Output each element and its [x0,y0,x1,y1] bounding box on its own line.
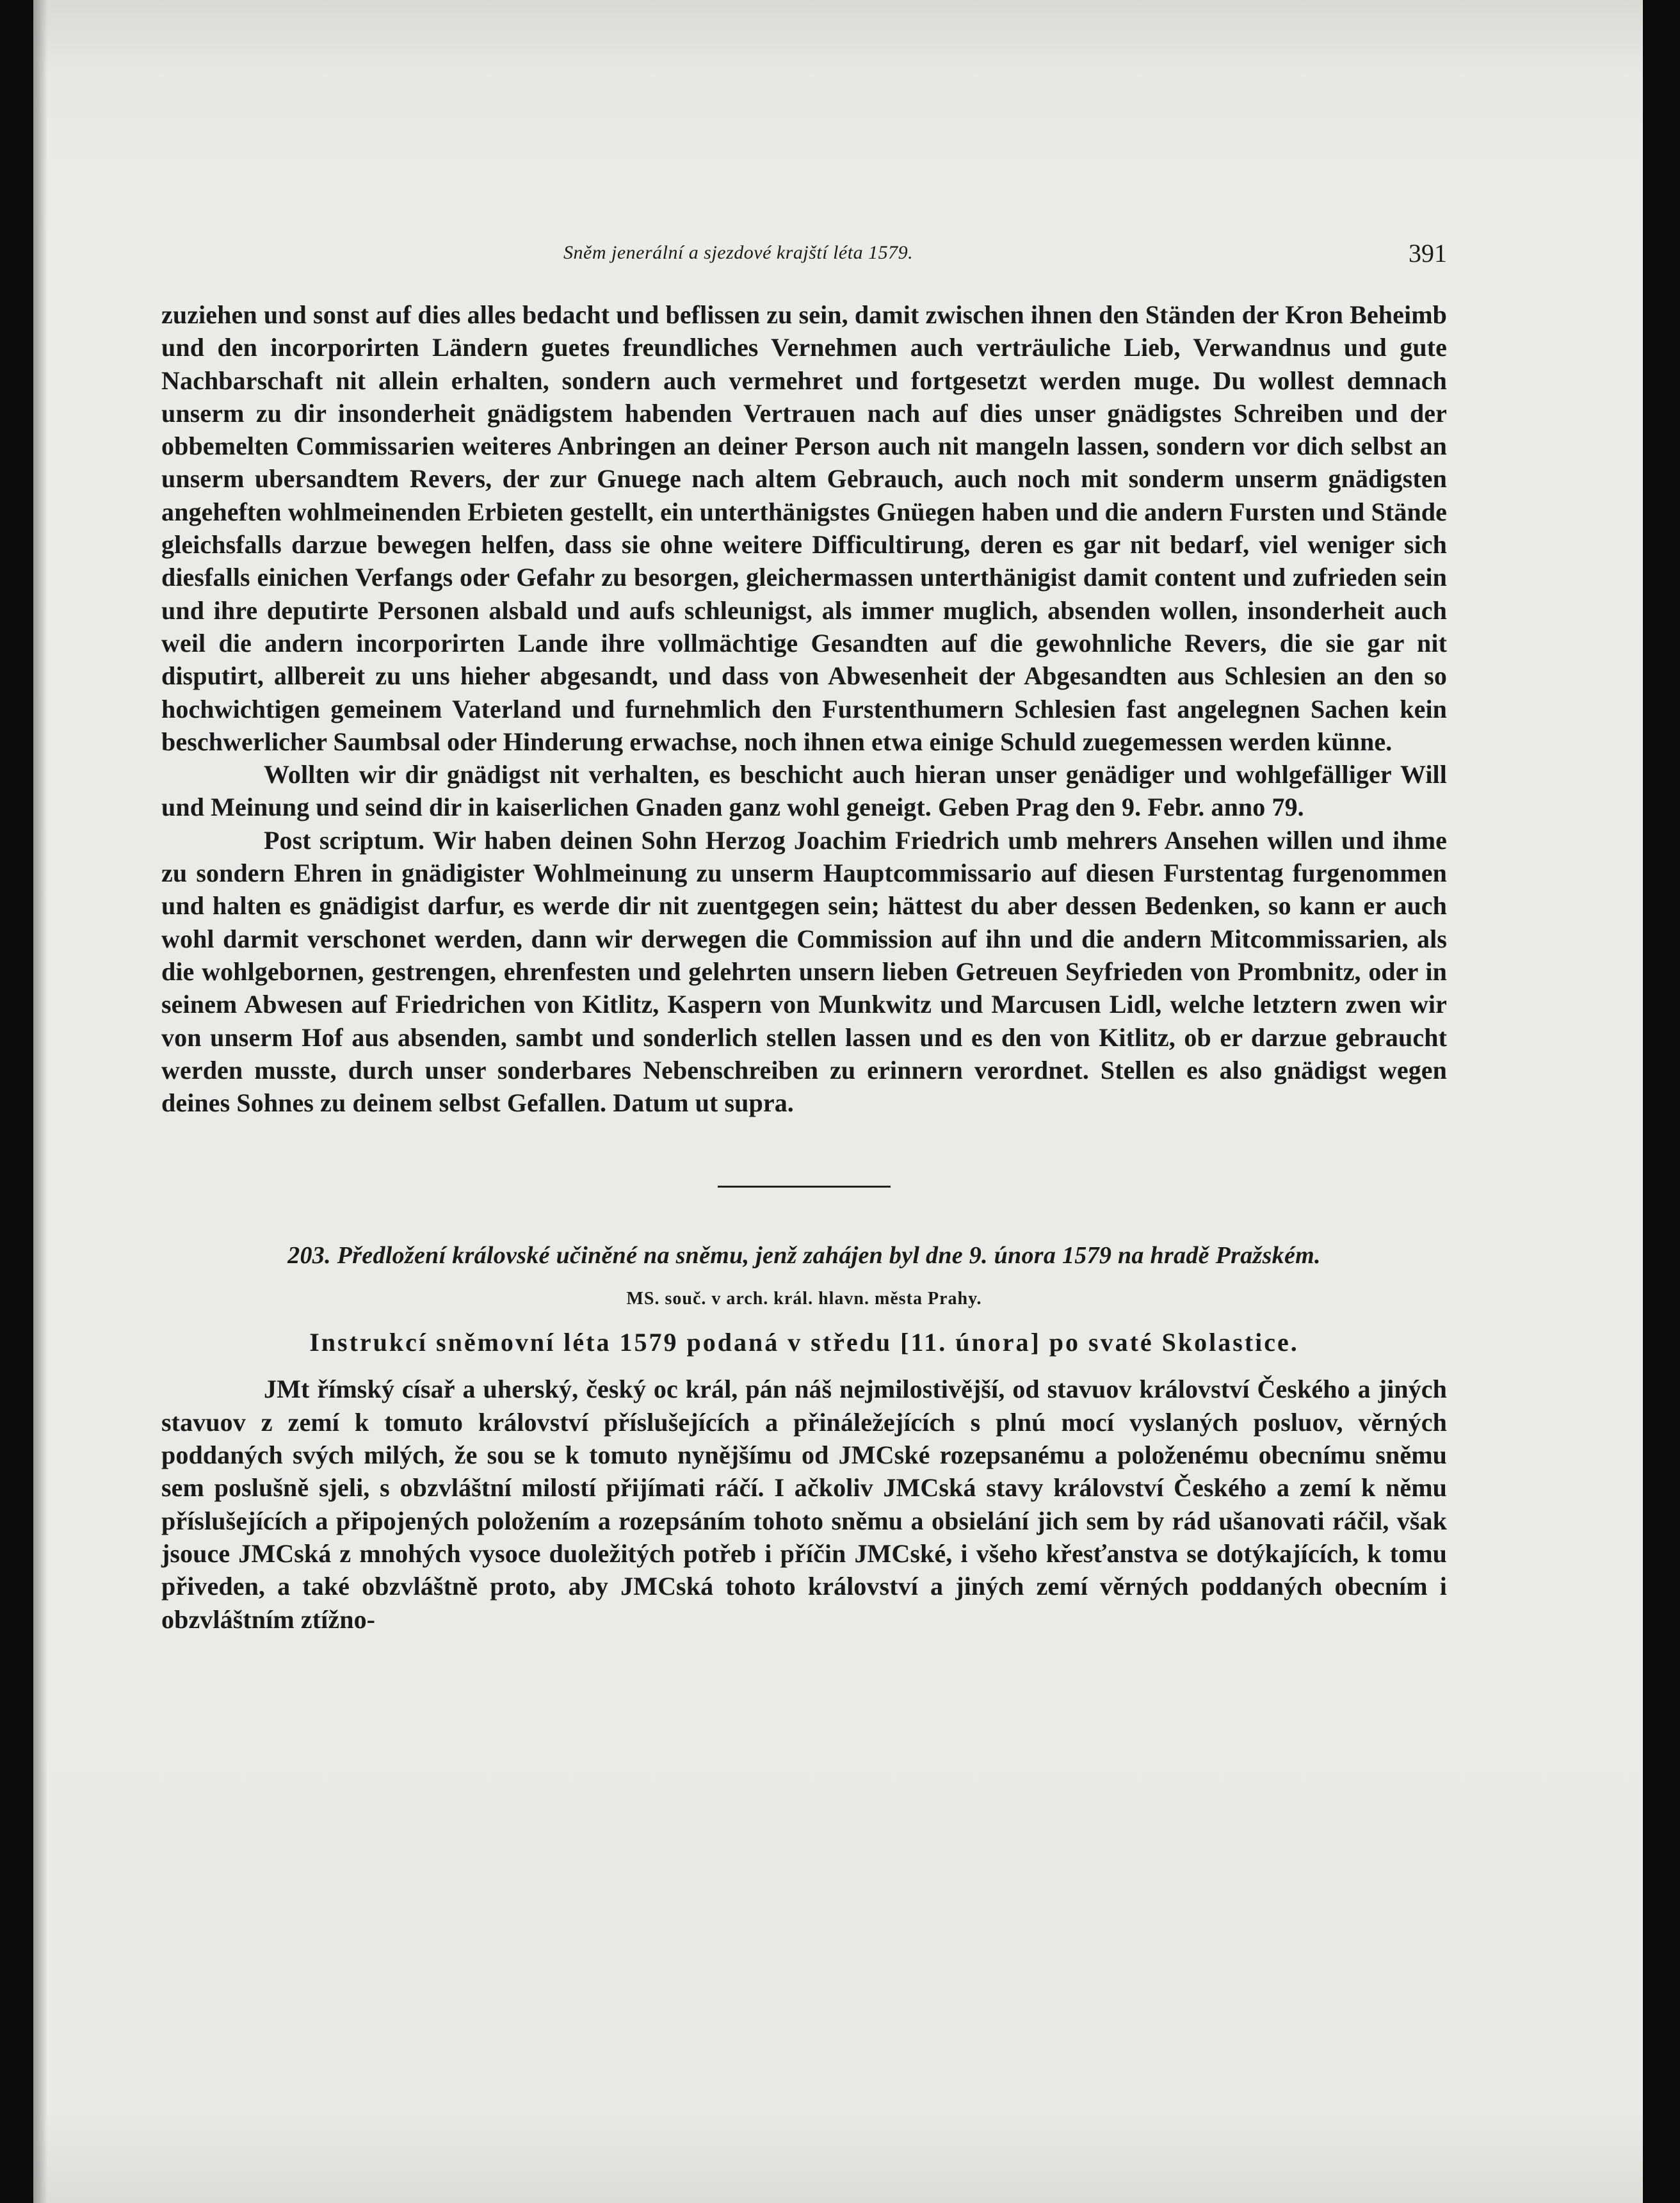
source-note: MS. souč. v arch. král. hlavn. města Prahy. [626,1289,982,1309]
running-title: Sněm jenerální a sjezdové krajští léta 1579. [563,242,914,263]
czech-paragraph-1: JMt římský císař a uherský, český oc král, pán náš nejmilostivější, od stavuov království Českého a jiných stavuov z zemí k tomuto království příslušejících a přináležejících s plnú mocí vyslaných posluov, věrných poddaných svých milých, že sou se k tomuto nynějšímu od JMCské rozepsanému a položenému obecnímu sněmu sem poslušně sjeli, s obzvláštní milostí přijímati ráčí. I ačkoliv JMCská stavy království Českého a zemí k němu příslušejících a připojených položením a rozepsáním tohoto sněmu a obsielání jich sem by rád ušanovati ráčil, však jsouce JMCská z mnohých vysoce duoležitých potřeb i příčin JMCské, i všeho křesťanstva se dotýkajících, k tomu přiveden, a také obzvláštně proto, aby JMCská tohoto království a jiných zemí věrných poddaných obecním i obzvláštním ztížno- [161,1375,1447,1634]
scan-right-border [1643,0,1680,2203]
page-number: 391 [1409,239,1447,268]
german-paragraph-postscript: Post scriptum. Wir haben deinen Sohn Herzog Joachim Friedrich umb mehrers Ansehen willen und ihme zu sondern Ehren in gnädigister Wohlmeinung zu unserm Hauptcommissario auf diesen Furstentag furgenommen und halten es gnädigist darfur, es werde dir nit zuentgegen sein; hättest du aber dessen Bedenken, so kann er auch wohl darmit verschonet werden, dann wir derwegen die Commission auf ihn und die andern Mitcommissarien, als die wohlgebornen, gestrengen, ehrenfesten und gelehrten unsern lieben Getreuen Seyfrieden von Prombnitz, oder in seinem Abwesen auf Friedrichen von Kitlitz, Kaspern von Munkwitz und Marcusen Lidl, welche letztern zwen wir von unserm Hof aus absenden, sambt und sonderlich stellen lassen und es den von Kitlitz, ob er darzue gebraucht werden musste, durch unser sonderbares Nebenschreiben zu erinnern verordnet. Stellen es also gnädigst wegen deines Sohnes zu deinem selbst Gefallen. Datum ut supra. [161,825,1447,1118]
german-paragraph-1: zuziehen und sonst auf dies alles bedacht und beflissen zu sein, damit zwischen ihnen den Ständen der Kron Beheimb und den incorporirten Ländern guetes freundliches Vernehmen auch verträuliche Lieb, Verwandnus und gute Nachbarschaft nit allein erhalten, sondern auch vermehret und fortgesetzt werden muge. Du wollest demnach unserm zu dir insonderheit gnädigstem habenden Vertrauen nach auf dies unser gnädigstes Schreiben und der obbemelten Commissarien weiteres Anbringen an deiner Person auch nit mangeln lassen, sondern vor dich selbst an unserm ubersandtem Revers, der zur Gnuege nach altem Gebrauch, auch noch mit sonderm unserm gnädigsten angeheften wohlmeinenden Erbieten gestellt, ein unterthänigstes Gnüegen haben und die andern Fursten und Stände gleichsfalls darzue bewegen helfen, dass sie ohne weitere Difficultirung, deren es gar nit bedarf, viel weniger sich diesfalls einichen Verfangs oder Gefahr zu besorgen, gleichermassen unterthänigist damit content und zufrieden sein und ihre deputirte Personen alsbald und aufs schleunigst, als immer muglich, absenden wollen, insonderheit auch weil die andern incorporirten Lande ihre vollmächtige Gesandten auf die gewohnliche Revers, die sie gar nit disputirt, allbereit zu uns hieher abgesandt, und dass von Abwesenheit der Abgesandten aus Schlesien an den so hochwichtigen gemeinem Vaterland und furnehmlich den Furstenthumern Schlesien fast angelegnen Sachen kein beschwerlicher Saumbsal oder Hinderung erwachse, noch ihnen etwa einige Schuld zuegemessen werden künne. [161,300,1447,756]
instruction-title: Instrukcí sněmovní léta 1579 podaná v středu [11. února] po svaté Skolastice. [309,1328,1299,1357]
book-page [33,0,1643,2203]
page-header [161,238,1447,279]
page-content [161,238,1447,1636]
german-paragraph-2: Wollten wir dir gnädigst nit verhalten, es beschicht auch hieran unser genädiger und wohlgefälliger Will und Meinung und seind dir in kaiserlichen Gnaden ganz wohl geneigt. Geben Prag den 9. Febr. anno 79. [161,760,1447,822]
gutter-shadow [33,0,47,2203]
scan-left-border [0,0,33,2203]
document-heading: 203. Předložení královské učiněné na sněmu, jenž zahájen byl dne 9. února 1579 na hradě Pražském. [287,1242,1321,1270]
section-divider [718,1186,891,1188]
